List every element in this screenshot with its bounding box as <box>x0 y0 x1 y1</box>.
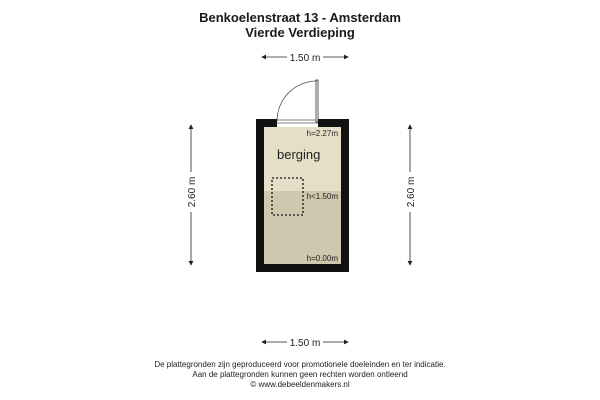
left-height-label: 2.60 m <box>187 176 198 208</box>
door-opening <box>277 117 318 127</box>
door-leaf <box>316 80 318 122</box>
floor-subtitle: Vierde Verdieping <box>245 25 355 40</box>
right-height-dimension <box>406 125 417 265</box>
left-height-dimension <box>187 125 198 265</box>
door-swing-arc <box>277 81 317 121</box>
room-name: berging <box>277 147 321 162</box>
disclaimer-line: De plattegronden zijn geproduceerd voor promotionele doeleinden en ter indicatie. <box>154 360 446 369</box>
height-label-mid: h<1.50m <box>306 192 338 201</box>
rights-line: Aan de plattegronden kunnen geen rechten worden ontleend <box>192 370 408 379</box>
right-height-label: 2.60 m <box>406 176 417 208</box>
bottom-width-dimension <box>262 338 348 349</box>
bottom-width-label: 1.50 m <box>289 338 321 349</box>
plan-title: Benkoelenstraat 13 - Amsterdam <box>199 10 401 25</box>
top-width-dimension <box>262 53 348 64</box>
top-width-label: 1.50 m <box>289 53 321 64</box>
height-label-top: h=2.27m <box>306 129 338 138</box>
copyright-line: © www.debeeldenmakers.nl <box>250 380 350 389</box>
height-label-bottom: h=0.00m <box>306 254 338 263</box>
